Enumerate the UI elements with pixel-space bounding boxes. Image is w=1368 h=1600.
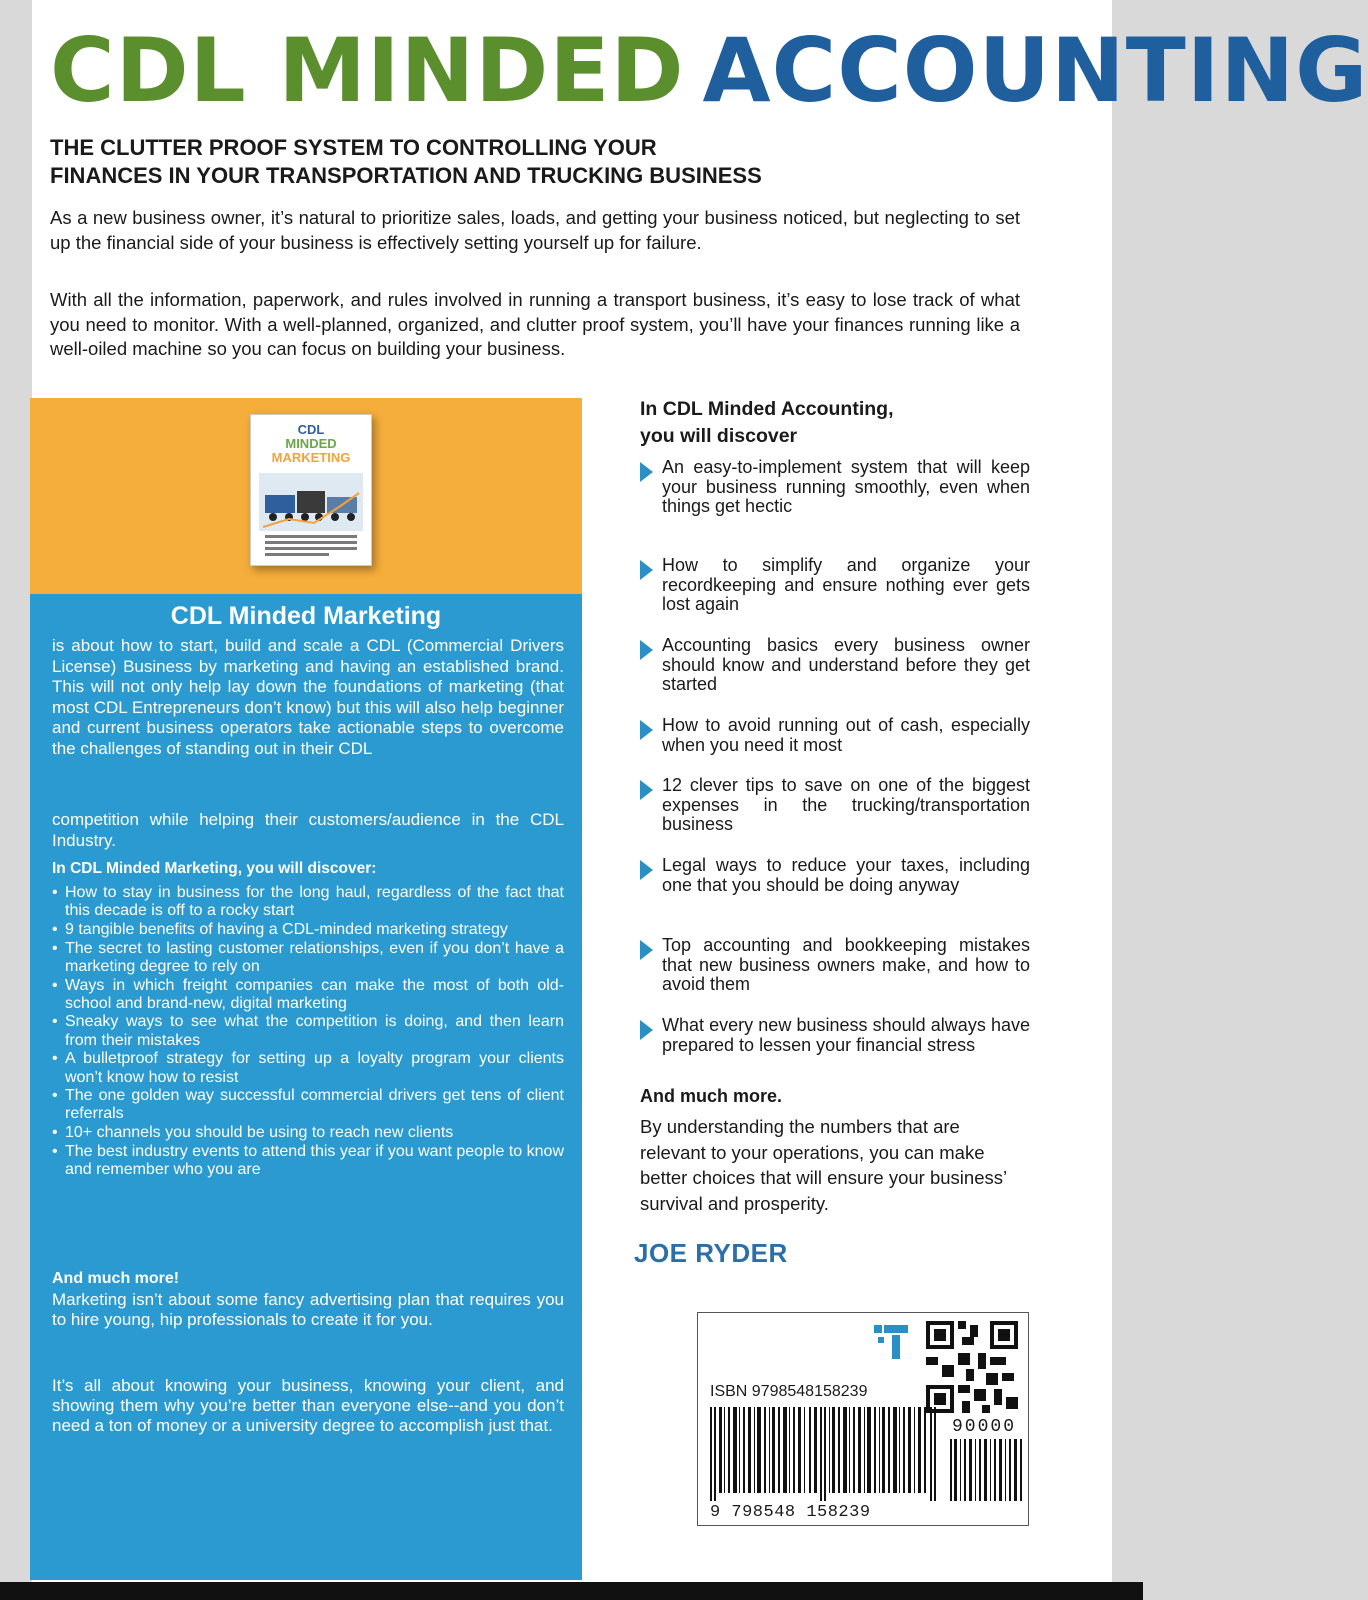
list-item: • How to stay in business for the long haul, regardless of the fact that this decade is off to a rocky start <box>52 884 564 920</box>
author-name: JOE RYDER <box>634 1238 788 1268</box>
marketing-closing-2: It’s all about knowing your business, knowing your client, and showing them why you’re better than everyone else--and you don’t need a ton of money or a university degree to accomplish just that. <box>52 1376 564 1435</box>
bottom-edge <box>0 1582 1143 1600</box>
list-item: • Sneaky ways to see what the competition is doing, and then learn from their mistakes <box>52 1013 564 1049</box>
book-cover-text-lines <box>265 535 357 559</box>
isbn-number: ISBN 9798548158239 <box>710 1383 868 1400</box>
list-item: • Ways in which freight companies can make the most of both old-school and brand-new, digital marketing <box>52 976 564 1012</box>
arrow-bullet-icon <box>640 1020 653 1040</box>
arrow-bullet-icon <box>640 462 653 482</box>
list-item: • A bulletproof strategy for setting up a loyalty program your clients won’t know how to resist <box>52 1050 564 1086</box>
subtitle-line-1: THE CLUTTER PROOF SYSTEM TO CONTROLLING YOUR <box>50 135 657 160</box>
cover-title <box>50 16 1368 126</box>
marketing-closing-1: Marketing isn’t about some fancy advertising plan that requires you to hire young, hip professionals to create it for you. <box>52 1290 564 1329</box>
list-item: • The secret to lasting customer relationships, even if you don’t have a marketing degree to rely on <box>52 939 564 975</box>
price-barcode <box>950 1439 1022 1501</box>
publisher-logo <box>874 1321 908 1361</box>
arrow-bullet-icon <box>640 940 653 960</box>
subtitle <box>50 134 1040 190</box>
book-cover-title <box>257 423 365 465</box>
isbn-barcode <box>710 1407 940 1501</box>
heading-line-1: In CDL Minded Accounting, <box>640 398 894 420</box>
arrow-bullet-icon <box>640 560 653 580</box>
accounting-more: And much more. <box>640 1086 783 1106</box>
subtitle-line-2: FINANCES IN YOUR TRANSPORTATION AND TRUCKING BUSINESS <box>50 163 762 188</box>
book-cover-image <box>250 414 372 566</box>
list-item: • The one golden way successful commercial drivers get tens of client referrals <box>52 1087 564 1123</box>
list-item: • The best industry events to attend this year if you want people to know and remember who you are <box>52 1142 564 1179</box>
book-cover-line-3: MARKETING <box>271 450 351 465</box>
accounting-closing: By understanding the numbers that are relevant to your operations, you can make better choices that will ensure your business’ survival and prosperity. <box>640 1116 1007 1214</box>
truck-illustration <box>259 473 363 531</box>
book-cover-line-2: MINDED <box>285 436 337 451</box>
accounting-discover-heading <box>640 396 1030 450</box>
barcode-digits: 9 798548 158239 <box>710 1503 871 1522</box>
title-word-green: CDL MINDED <box>50 19 685 122</box>
arrow-bullet-icon <box>640 720 653 740</box>
marketing-discover-heading: In CDL Minded Marketing, you will discover: <box>52 860 377 877</box>
qr-code <box>926 1321 1018 1413</box>
list-item: • 9 tangible benefits of having a CDL-minded marketing strategy <box>52 920 508 938</box>
title-word-blue: ACCOUNTING <box>702 19 1368 122</box>
marketing-description: is about how to start, build and scale a CDL (Commercial Drivers License) Business by marketing and having an established brand. This will not only help lay down the foundations of marketing (that most CDL Entrepreneurs don’t know) but this will also help beginner and current business operators take actionable steps to overcome the challenges of standing out in their CDL <box>52 636 564 758</box>
intro-paragraph-1: As a new business owner, it’s natural to prioritize sales, loads, and getting your business noticed, but neglecting to set up the financial side of your business is effectively setting yourself up for failure. <box>50 207 1020 253</box>
barcode-block <box>697 1312 1029 1526</box>
list-item: • 10+ channels you should be using to reach new clients <box>52 1124 454 1142</box>
intro-paragraph-2: With all the information, paperwork, and rules involved in running a transport business, it’s easy to lose track of what you need to monitor. With a well-planned, organized, and clutter proof system, you’ll have your finances running like a well-oiled machine so you can focus on building your business. <box>50 289 1020 359</box>
arrow-bullet-icon <box>640 860 653 880</box>
marketing-description-continued: competition while helping their customers/audience in the CDL Industry. <box>52 810 564 850</box>
price-code: 90000 <box>952 1417 1017 1437</box>
marketing-more: And much more! <box>52 1270 180 1287</box>
arrow-bullet-icon <box>640 780 653 800</box>
marketing-bullet-list <box>52 884 564 1180</box>
marketing-panel <box>30 398 582 1580</box>
arrow-bullet-icon <box>640 640 653 660</box>
marketing-heading: CDL Minded Marketing <box>170 602 442 630</box>
book-cover-line-1: CDL <box>297 422 325 437</box>
heading-line-2: you will discover <box>640 425 798 447</box>
